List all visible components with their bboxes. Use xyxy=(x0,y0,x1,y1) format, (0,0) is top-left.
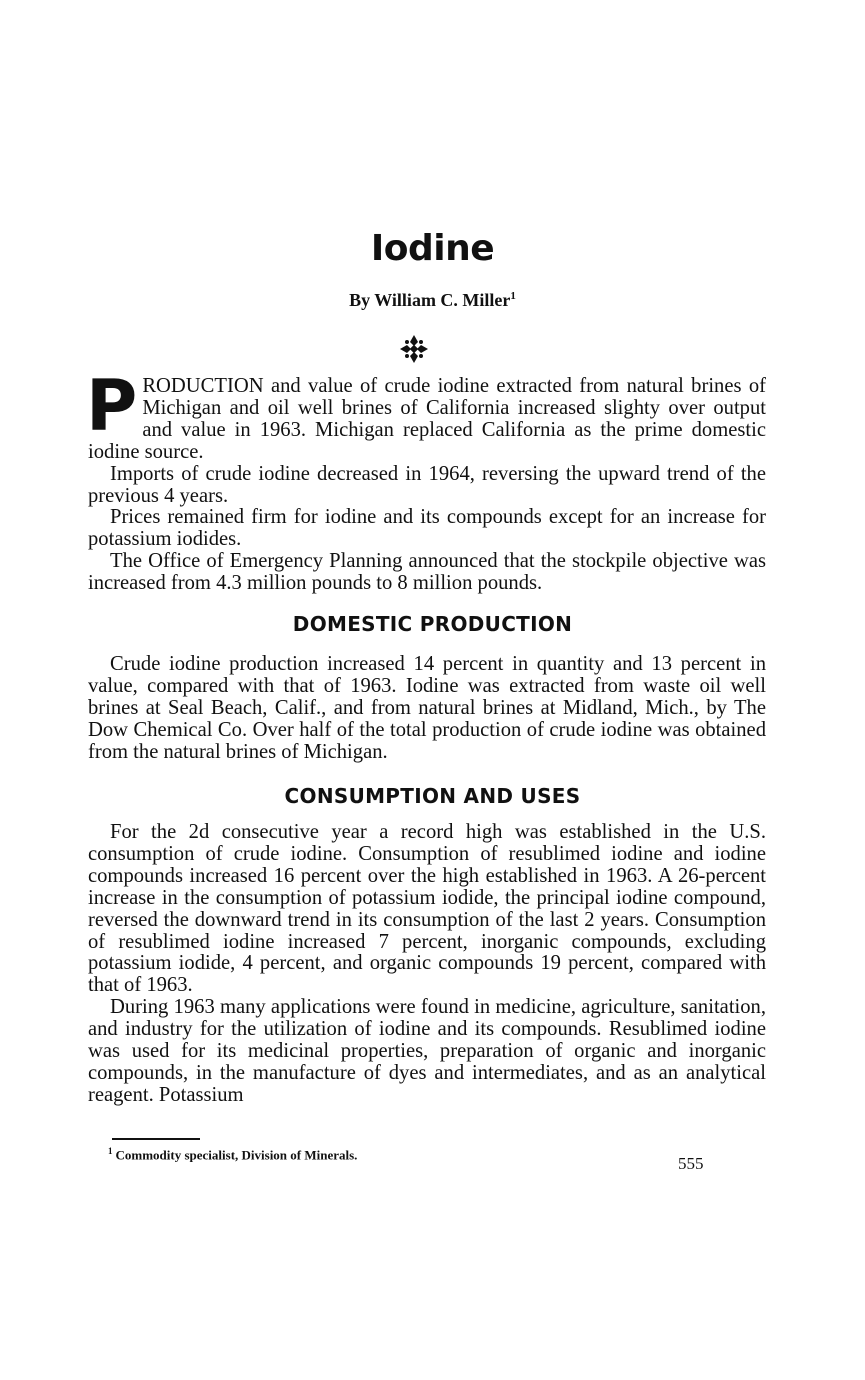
author-name: By William C. Miller xyxy=(349,290,511,310)
consumption-paragraph: For the 2d consecutive year a record high was established in the U.S. consumption of crude iodine. Consumption of resublimed iodine and iodine compounds increased 16 percent over the high established in 1963. A 26-percent increase in the consumption of potassium iodide, the principal iodine compound, reversed the downward trend in its consumption of the last 2 years. Consumption of resublimed iodine increased 7 percent, inorganic compounds, excluding potassium iodide, 4 percent, and organic compounds 19 percent, compared with that of 1963. xyxy=(88,821,766,997)
footnote xyxy=(108,1146,357,1163)
page-number: 555 xyxy=(678,1154,704,1173)
intro-paragraph-text: RODUCTION and value of crude iodine extracted from natural brines of Michigan and oil well brines of California increased slighty over output and value in 1963. Michigan replaced California as the prime domestic iodine source. xyxy=(88,375,766,463)
footnote-reference: 1 xyxy=(510,290,516,302)
footnote-mark: 1 xyxy=(108,1146,113,1156)
intro-section xyxy=(86,365,766,595)
imports-paragraph: Imports of crude iodine decreased in 1964, reversing the upward trend of the previous 4 years. xyxy=(88,462,766,507)
prices-paragraph: Prices remained firm for iodine and its compounds except for an increase for potassium iodides. xyxy=(88,506,766,551)
drop-cap: P xyxy=(86,365,138,447)
footnote-text: Commodity specialist, Division of Minerals. xyxy=(115,1147,358,1163)
byline xyxy=(0,290,865,311)
page-title: Iodine xyxy=(370,228,495,269)
intro-paragraph xyxy=(86,365,766,464)
applications-paragraph: During 1963 many applications were found in medicine, agriculture, sanitation, and industry for the utilization of iodine and its compounds. Resublimed iodine was used for its medicinal properties, preparation of organic and inorganic compounds, in the manufacture of dyes and intermediates, and as an analytical reagent. Potassium xyxy=(88,996,766,1106)
fleuron-icon xyxy=(399,334,429,364)
consumption-section xyxy=(88,822,766,1107)
domestic-production-section xyxy=(88,654,766,764)
section-heading-domestic-production: DOMESTIC PRODUCTION xyxy=(292,612,573,636)
production-paragraph: Crude iodine production increased 14 percent in quantity and 13 percent in value, compared with that of 1963. Iodine was extracted from waste oil well brines at Seal Beach, Calif., and from natural brines at Midland, Mich., by The Dow Chemical Co. Over half of the total production of crude iodine was obtained from the natural brines of Michigan. xyxy=(88,653,766,763)
section-heading-consumption-and-uses: CONSUMPTION AND USES xyxy=(284,784,581,808)
stockpile-paragraph: The Office of Emergency Planning announced that the stockpile objective was increased from 4.3 million pounds to 8 million pounds. xyxy=(88,550,766,595)
footnote-divider xyxy=(112,1138,200,1140)
